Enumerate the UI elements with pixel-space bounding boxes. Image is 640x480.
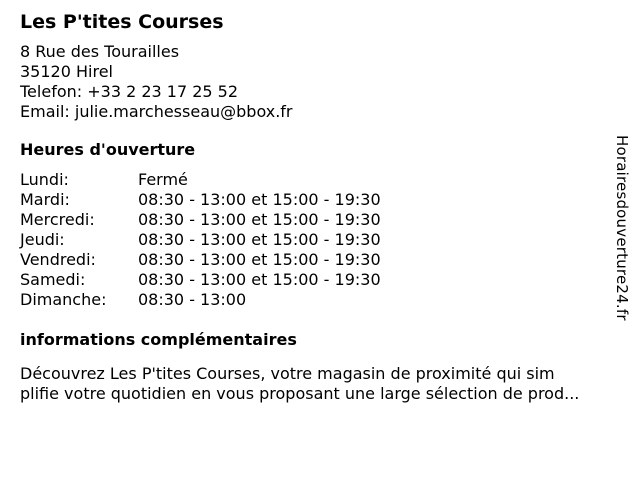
store-address-block	[20, 42, 620, 122]
day-label: Dimanche:	[20, 290, 107, 309]
hours-value: 08:30 - 13:00 et 15:00 - 19:30	[138, 190, 381, 209]
opening-hours-heading: Heures d'ouverture	[20, 140, 196, 159]
info-text-line: Découvrez Les P'tites Courses, votre magasin de proximité qui sim	[20, 364, 555, 383]
hours-value: Fermé	[138, 170, 188, 189]
site-watermark: Horairesdouverture24.fr	[613, 135, 631, 321]
day-label: Vendredi:	[20, 250, 96, 269]
day-label: Lundi:	[20, 170, 69, 189]
day-label: Samedi:	[20, 270, 86, 289]
hours-value: 08:30 - 13:00	[138, 290, 247, 309]
store-phone: Telefon: +33 2 23 17 25 52	[20, 82, 239, 101]
address-city: 35120 Hirel	[20, 62, 113, 81]
store-card	[20, 10, 620, 404]
day-label: Jeudi:	[20, 230, 65, 249]
hours-row-sunday	[20, 290, 620, 310]
hours-row-saturday	[20, 270, 620, 290]
additional-info-heading: informations complémentaires	[20, 330, 297, 349]
hours-row-wednesday	[20, 210, 620, 230]
address-street: 8 Rue des Tourailles	[20, 42, 180, 61]
store-email: Email: julie.marchesseau@bbox.fr	[20, 102, 293, 121]
store-name: Les P'tites Courses	[20, 11, 224, 33]
hours-row-tuesday	[20, 190, 620, 210]
hours-row-friday	[20, 250, 620, 270]
day-label: Mardi:	[20, 190, 70, 209]
additional-info-text	[20, 364, 632, 404]
hours-value: 08:30 - 13:00 et 15:00 - 19:30	[138, 230, 381, 249]
hours-row-monday	[20, 170, 620, 190]
hours-value: 08:30 - 13:00 et 15:00 - 19:30	[138, 270, 381, 289]
hours-value: 08:30 - 13:00 et 15:00 - 19:30	[138, 210, 381, 229]
opening-hours-table	[20, 170, 620, 310]
info-text-line: plifie votre quotidien en vous proposant une large sélection de prod...	[20, 384, 580, 403]
hours-value: 08:30 - 13:00 et 15:00 - 19:30	[138, 250, 381, 269]
day-label: Mercredi:	[20, 210, 95, 229]
hours-row-thursday	[20, 230, 620, 250]
